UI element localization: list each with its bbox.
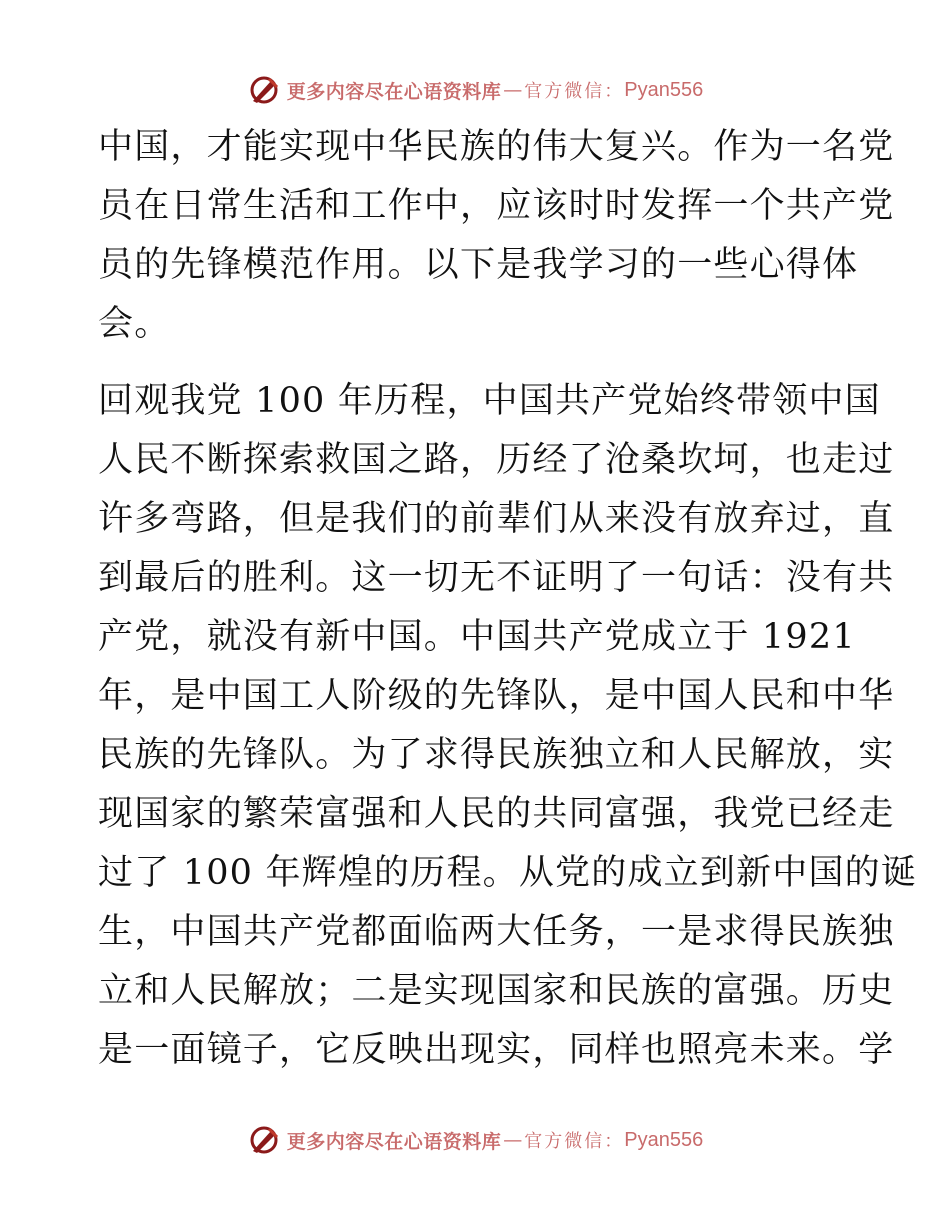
- paragraph-1: [98, 118, 895, 354]
- text-line: 年，是中国工人阶级的先锋队，是中国人民和中华: [98, 676, 895, 716]
- banner-wechat-label: 官方微信：: [524, 1131, 625, 1152]
- text-line: 立和人民解放；二是实现国家和民族的富强。历史: [98, 971, 895, 1011]
- text-line: 到最后的胜利。这一切无不证明了一句话：没有共: [98, 558, 895, 598]
- text-line: 产党，就没有新中国。中国共产党成立于 1921: [98, 617, 856, 657]
- banner-wechat-label: 官方微信：: [524, 81, 625, 102]
- banner-dash: —: [503, 79, 523, 101]
- banner-wechat-id: Pyan556: [624, 1128, 704, 1151]
- text-line: 回观我党 100 年历程，中国共产党始终带领中国: [98, 381, 881, 421]
- text-line: 过了 100 年辉煌的历程。从党的成立到新中国的诞: [98, 853, 918, 893]
- pen-logo-icon: [247, 1123, 281, 1157]
- banner-wechat-id: Pyan556: [624, 78, 704, 101]
- text-line: 生，中国共产党都面临两大任务，一是求得民族独: [98, 912, 895, 952]
- header-banner: [0, 70, 950, 110]
- pen-logo-icon: [247, 73, 281, 107]
- document-body: [98, 118, 918, 1080]
- banner-dash: —: [503, 1129, 523, 1151]
- footer-banner: [0, 1120, 950, 1160]
- text-line: 民族的先锋队。为了求得民族独立和人民解放，实: [98, 735, 895, 775]
- banner-brand-text: 更多内容尽在心语资料库: [286, 1130, 502, 1153]
- text-line: 许多弯路，但是我们的前辈们从来没有放弃过，直: [98, 499, 895, 539]
- banner-brand-text: 更多内容尽在心语资料库: [286, 80, 502, 103]
- text-line: 人民不断探索救国之路，历经了沧桑坎坷，也走过: [98, 440, 895, 480]
- text-line: 员在日常生活和工作中，应该时时发挥一个共产党: [98, 186, 895, 226]
- paragraph-gap: [98, 354, 858, 372]
- text-line: 中国，才能实现中华民族的伟大复兴。作为一名党: [98, 127, 895, 167]
- text-line: 现国家的繁荣富强和人民的共同富强，我党已经走: [98, 794, 895, 834]
- text-line: 会。: [98, 304, 171, 344]
- paragraph-2: [98, 372, 918, 1080]
- text-line: 是一面镜子，它反映出现实，同样也照亮未来。学: [98, 1030, 895, 1070]
- text-line: 员的先锋模范作用。以下是我学习的一些心得体: [98, 245, 859, 285]
